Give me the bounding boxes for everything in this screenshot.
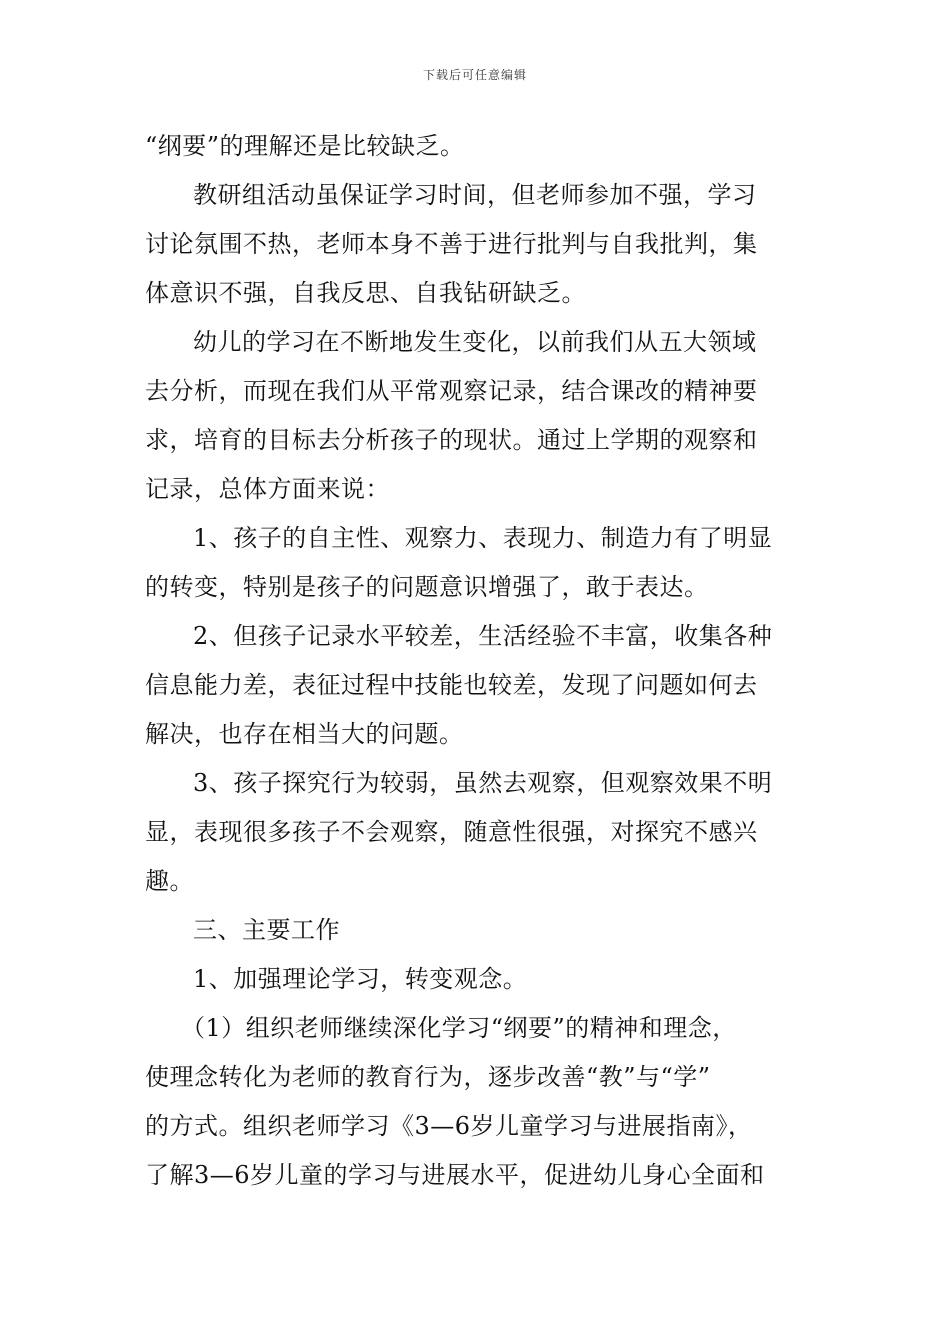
text-line: 显，表现很多孩子不会观察，随意性很强，对探究不感兴 [145,818,758,846]
paragraph-start-line: 教研组活动虽保证学习时间，但老师参加不强，学习 [193,181,757,209]
text-line: 去分析，而现在我们从平常观察记录，结合课改的精神要 [145,377,758,405]
document-body [145,126,810,1204]
page-header: 下载后可任意编辑 [422,68,527,82]
text-line: 的转变，特别是孩子的问题意识增强了，敢于表达。 [145,573,709,601]
text-line: 使理念转化为老师的教育行为，逐步改善“教”与“学” [145,1063,711,1091]
section-heading: 三、主要工作 [193,916,340,944]
list-item-line: 3、孩子探究行为较弱，虽然去观察，但观察效果不明 [193,769,773,797]
paragraph-start-line: （1）组织老师继续深化学习“纲要”的精神和理念， [181,1014,737,1042]
text-line: 求，培育的目标去分析孩子的现状。通过上学期的观察和 [145,426,758,454]
list-item-line: 1、孩子的自主性、观察力、表现力、制造力有了明显 [193,524,773,552]
text-line: 解决，也存在相当大的问题。 [145,720,464,748]
subsection-heading: 1、加强理论学习，转变观念。 [193,965,528,993]
list-item-line: 2、但孩子记录水平较差，生活经验不丰富，收集各种 [193,622,773,650]
text-line: 的方式。组织老师学习《3—6岁儿童学习与进展指南》， [145,1112,753,1140]
text-line: 了解3—6岁儿童的学习与进展水平，促进幼儿身心全面和 [145,1161,765,1189]
text-line: 记录，总体方面来说： [145,475,390,503]
text-line: 体意识不强，自我反思、自我钻研缺乏。 [145,279,586,307]
paragraph-start-line: 幼儿的学习在不断地发生变化，以前我们从五大领域 [193,328,757,356]
text-line: 趣。 [145,867,194,895]
text-line: 信息能力差，表征过程中技能也较差，发现了问题如何去 [145,671,758,699]
text-line: 讨论氛围不热，老师本身不善于进行批判与自我批判，集 [145,230,758,258]
text-line: “纲要”的理解还是比较缺乏。 [145,132,465,160]
